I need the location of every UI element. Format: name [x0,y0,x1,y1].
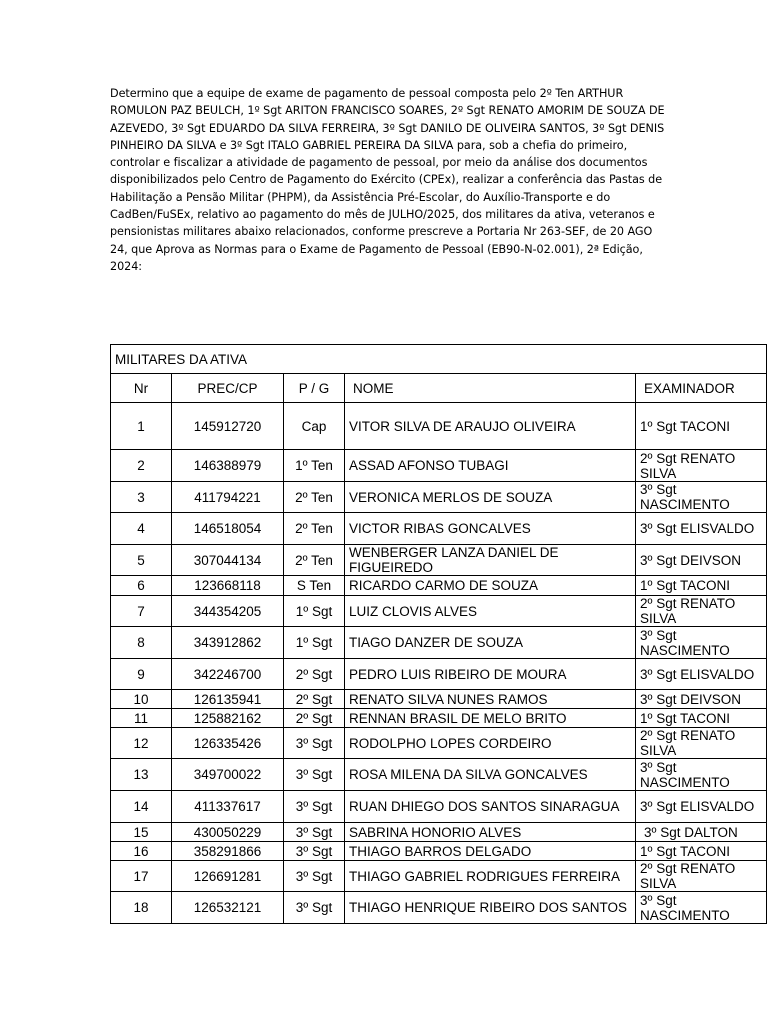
cell-nr: 16 [111,842,172,861]
cell-nome: THIAGO GABRIEL RODRIGUES FERREIRA [345,861,636,892]
cell-nr: 17 [111,861,172,892]
table-row [111,596,767,627]
cell-pg: 3º Sgt [284,823,345,842]
cell-pg: 2º Ten [284,513,345,545]
cell-pg: 2º Sgt [284,709,345,728]
cell-nome: RENNAN BRASIL DE MELO BRITO [345,709,636,728]
cell-nome: VICTOR RIBAS GONCALVES [345,513,636,545]
cell-nome: SABRINA HONORIO ALVES [345,823,636,842]
cell-pg: 1º Sgt [284,596,345,627]
cell-nome: WENBERGER LANZA DANIEL DE FIGUEIREDO [345,545,636,576]
table-row [111,690,767,709]
table-row [111,576,767,596]
cell-nr: 1 [111,403,172,450]
cell-examinador: 3º Sgt NASCIMENTO [636,892,767,924]
cell-pg: 1º Sgt [284,627,345,659]
table-row [111,627,767,659]
cell-prec-cp: 125882162 [172,709,284,728]
cell-nome: THIAGO BARROS DELGADO [345,842,636,861]
header-examinador: EXAMINADOR [636,374,767,403]
cell-pg: 3º Sgt [284,861,345,892]
cell-nome: RUAN DHIEGO DOS SANTOS SINARAGUA [345,791,636,823]
cell-nome: VITOR SILVA DE ARAUJO OLIVEIRA [345,403,636,450]
cell-nr: 9 [111,659,172,690]
cell-nr: 7 [111,596,172,627]
cell-nome: ROSA MILENA DA SILVA GONCALVES [345,759,636,791]
cell-nome: ASSAD AFONSO TUBAGI [345,450,636,482]
cell-nome: RICARDO CARMO DE SOUZA [345,576,636,596]
cell-prec-cp: 349700022 [172,759,284,791]
cell-pg: S Ten [284,576,345,596]
cell-nome: LUIZ CLOVIS ALVES [345,596,636,627]
table-row [111,450,767,482]
cell-nr: 8 [111,627,172,659]
header-nr: Nr [111,374,172,403]
cell-pg: 3º Sgt [284,842,345,861]
cell-pg: 3º Sgt [284,791,345,823]
cell-examinador: 3º Sgt NASCIMENTO [636,627,767,659]
cell-examinador: 3º Sgt NASCIMENTO [636,759,767,791]
cell-examinador: 3º Sgt DALTON [636,823,767,842]
cell-prec-cp: 126532121 [172,892,284,924]
cell-examinador: 1º Sgt TACONI [636,709,767,728]
table-row [111,513,767,545]
cell-nr: 6 [111,576,172,596]
cell-pg: 2º Sgt [284,690,345,709]
table-row [111,403,767,450]
table-row [111,709,767,728]
cell-prec-cp: 126135941 [172,690,284,709]
cell-examinador: 2º Sgt RENATO SILVA [636,450,767,482]
cell-prec-cp: 146388979 [172,450,284,482]
cell-prec-cp: 343912862 [172,627,284,659]
cell-examinador: 1º Sgt TACONI [636,842,767,861]
table-row [111,545,767,576]
table-row [111,861,767,892]
cell-pg: 3º Sgt [284,759,345,791]
cell-examinador: 1º Sgt TACONI [636,576,767,596]
cell-nome: RODOLPHO LOPES CORDEIRO [345,728,636,759]
cell-nome: THIAGO HENRIQUE RIBEIRO DOS SANTOS [345,892,636,924]
cell-pg: 1º Ten [284,450,345,482]
cell-prec-cp: 411337617 [172,791,284,823]
cell-nr: 14 [111,791,172,823]
header-pg: P / G [284,374,345,403]
cell-examinador: 3º Sgt DEIVSON [636,690,767,709]
intro-paragraph: Determino que a equipe de exame de pagamento de pessoal composta pelo 2º Ten ARTHUR ROMULON PAZ BEULCH, 1º Sgt ARITON FRANCISCO SOARES, 2º Sgt RENATO AMORIM DE SOUZA DE AZEVEDO, 3º Sgt EDUARDO DA SILVA FERREIRA, 3º Sgt DANILO DE OLIVEIRA SANTOS, 3º Sgt DENIS PINHEIRO DA SILVA e 3º Sgt ITALO GABRIEL PEREIRA DA SILVA para, sob a chefia do primeiro, controlar e fiscalizar a atividade de pagamento de pessoal, por meio da análise dos documentos disponibilizados pelo Centro de Pagamento do Exército (CPEx), realizar a conferência das Pastas de Habilitação a Pensão Militar (PHPM), da Assistência Pré-Escolar, do Auxílio-Transporte e do CadBen/FuSEx, relativo ao pagamento do mês de JULHO/2025, dos militares da ativa, veteranos e pensionistas militares abaixo relacionados, conforme prescreve a Portaria Nr 263-SEF, de 20 AGO 24, que Aprova as Normas para o Exame de Pagamento de Pessoal (EB90-N-02.001), 2ª Edição, 2024: [110,87,665,273]
cell-pg: 2º Ten [284,482,345,513]
cell-examinador: 3º Sgt ELISVALDO [636,513,767,545]
cell-examinador: 2º Sgt RENATO SILVA [636,861,767,892]
header-nome: NOME [345,374,636,403]
cell-pg: Cap [284,403,345,450]
cell-nr: 18 [111,892,172,924]
cell-pg: 2º Sgt [284,659,345,690]
cell-prec-cp: 123668118 [172,576,284,596]
cell-nr: 15 [111,823,172,842]
cell-examinador: 2º Sgt RENATO SILVA [636,728,767,759]
table-row [111,759,767,791]
cell-prec-cp: 126335426 [172,728,284,759]
cell-nr: 11 [111,709,172,728]
cell-prec-cp: 430050229 [172,823,284,842]
cell-nome: VERONICA MERLOS DE SOUZA [345,482,636,513]
cell-examinador: 3º Sgt DEIVSON [636,545,767,576]
table-row [111,728,767,759]
cell-prec-cp: 342246700 [172,659,284,690]
cell-prec-cp: 145912720 [172,403,284,450]
militares-table [110,344,767,924]
cell-nr: 3 [111,482,172,513]
cell-pg: 3º Sgt [284,892,345,924]
cell-prec-cp: 411794221 [172,482,284,513]
cell-nome: PEDRO LUIS RIBEIRO DE MOURA [345,659,636,690]
cell-pg: 3º Sgt [284,728,345,759]
cell-nr: 2 [111,450,172,482]
cell-nr: 10 [111,690,172,709]
table-row [111,659,767,690]
table-header-row [111,374,767,403]
cell-nr: 12 [111,728,172,759]
cell-prec-cp: 126691281 [172,861,284,892]
table-title-row [111,345,767,374]
cell-examinador: 2º Sgt RENATO SILVA [636,596,767,627]
cell-prec-cp: 307044134 [172,545,284,576]
cell-nr: 5 [111,545,172,576]
table-title: MILITARES DA ATIVA [111,345,767,374]
cell-nome: RENATO SILVA NUNES RAMOS [345,690,636,709]
cell-examinador: 3º Sgt NASCIMENTO [636,482,767,513]
cell-examinador: 1º Sgt TACONI [636,403,767,450]
table-row [111,791,767,823]
cell-nr: 4 [111,513,172,545]
cell-examinador: 3º Sgt ELISVALDO [636,659,767,690]
header-prec-cp: PREC/CP [172,374,284,403]
cell-prec-cp: 344354205 [172,596,284,627]
cell-prec-cp: 146518054 [172,513,284,545]
cell-examinador: 3º Sgt ELISVALDO [636,791,767,823]
cell-nr: 13 [111,759,172,791]
table-row [111,842,767,861]
cell-nome: TIAGO DANZER DE SOUZA [345,627,636,659]
cell-pg: 2º Ten [284,545,345,576]
table-row [111,482,767,513]
table-row [111,892,767,924]
table-row [111,823,767,842]
cell-prec-cp: 358291866 [172,842,284,861]
